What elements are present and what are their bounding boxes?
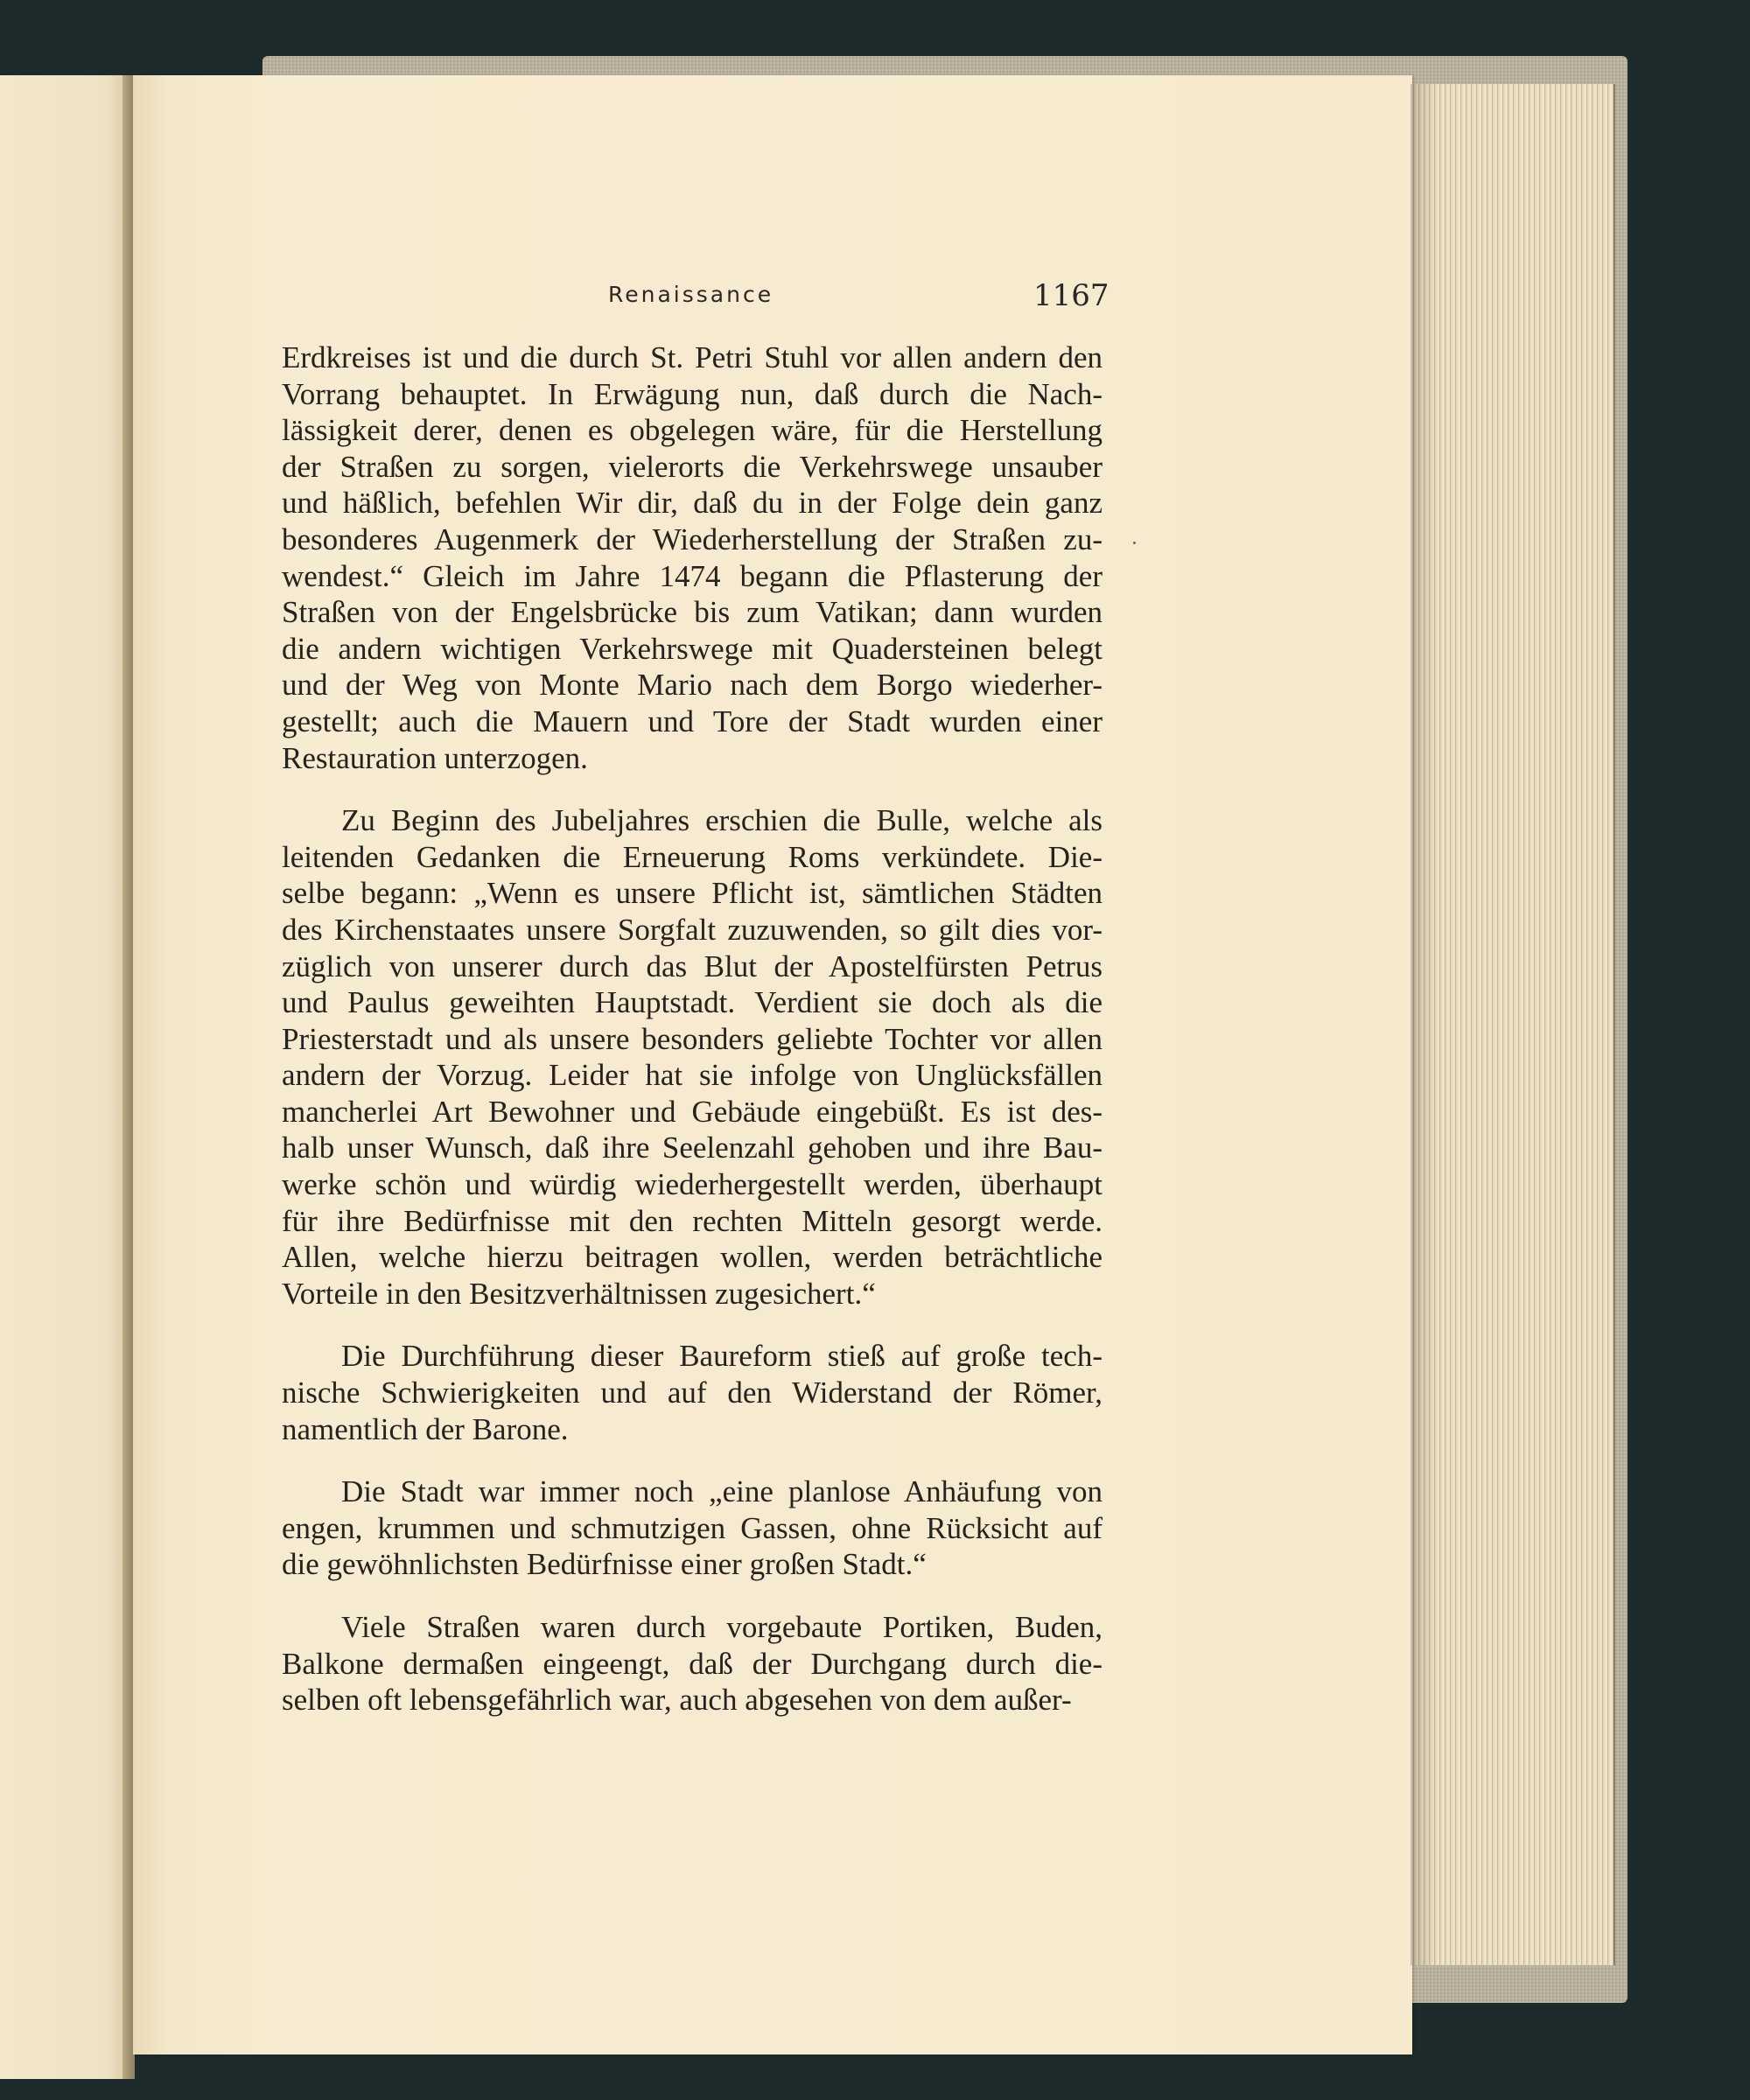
text-line: Allen, welche hierzu beitragen wollen, werden beträchtliche <box>282 1240 1102 1275</box>
text-line: Zu Beginn des Jubeljahres erschien die Bulle, welche als <box>341 803 1102 838</box>
paper-speck <box>1133 542 1136 544</box>
page-number: 1167 <box>1033 278 1110 313</box>
text-line: Viele Straßen waren durch vorgebaute Portiken, Buden, <box>341 1610 1102 1644</box>
text-line: Die Durchführung dieser Baureform stieß auf große tech- <box>341 1339 1102 1374</box>
text-line: Die Stadt war immer noch „eine planlose Anhäufung von <box>341 1474 1102 1509</box>
paragraph <box>282 340 1102 776</box>
text-line: gestellt; auch die Mauern und Tore der Stadt wurden einer <box>282 704 1102 738</box>
paragraph <box>282 1609 1102 1718</box>
text-line: mancherlei Art Bewohner und Gebäude eingebüßt. Es ist des- <box>282 1094 1102 1129</box>
text-line: Restauration unterzogen. <box>282 740 588 775</box>
text-line: andern der Vorzug. Leider hat sie infolge von Unglücksfällen <box>282 1058 1102 1093</box>
text-line: namentlich der Barone. <box>282 1411 569 1446</box>
text-line: werke schön und würdig wiederhergestellt werden, überhaupt <box>282 1167 1102 1202</box>
text-line: Erdkreises ist und die durch St. Petri Stuhl vor allen andern den <box>282 340 1102 374</box>
text-line: besonderes Augenmerk der Wiederherstellung der Straßen zu- <box>282 522 1102 556</box>
text-line: halb unser Wunsch, daß ihre Seelenzahl gehoben und ihre Bau- <box>282 1130 1102 1166</box>
text-line: und der Weg von Monte Mario nach dem Borgo wiederher- <box>282 668 1102 703</box>
text-line: engen, krummen und schmutzigen Gassen, ohne Rücksicht auf <box>282 1510 1102 1545</box>
page-edge-shadow <box>1410 84 1437 1965</box>
text-line: die gewöhnlichsten Bedürfnisse einer großen Stadt.“ <box>282 1547 927 1582</box>
previous-page <box>0 75 131 2079</box>
text-line: Straßen von der Engelsbrücke bis zum Vatikan; dann wurden <box>282 595 1102 630</box>
text-line: Vorrang behauptet. In Erwägung nun, daß durch die Nach- <box>282 376 1102 411</box>
text-line: und häßlich, befehlen Wir dir, daß du in der Folge dein ganz <box>282 486 1102 521</box>
text-line: nische Schwierigkeiten und auf den Widerstand der Römer, <box>282 1376 1102 1410</box>
paragraph <box>282 1338 1102 1447</box>
page-edges <box>1410 84 1615 1965</box>
paragraph-gap <box>282 776 1102 802</box>
paragraph-gap <box>282 1583 1102 1609</box>
text-line: selbe begann: „Wenn es unsere Pflicht ist, sämtlichen Städten <box>282 876 1102 911</box>
text-line: der Straßen zu sorgen, vielerorts die Verkehrswege unsauber <box>282 449 1102 484</box>
text-line: züglich von unserer durch das Blut der Apostelfürsten Petrus <box>282 948 1102 984</box>
paragraph <box>282 1474 1102 1583</box>
body-text <box>282 340 1102 1718</box>
text-line: und Paulus geweihten Hauptstadt. Verdient sie doch als die <box>282 985 1102 1020</box>
text-line: Vorteile in den Besitzverhältnissen zugesichert.“ <box>282 1276 876 1311</box>
text-line: leitenden Gedanken die Erneuerung Roms verkündete. Die- <box>282 839 1102 874</box>
text-line: Priesterstadt und als unsere besonders geliebte Tochter vor allen <box>282 1021 1102 1056</box>
text-line: selben oft lebensgefährlich war, auch abgesehen von dem außer- <box>282 1683 1072 1718</box>
paragraph-gap <box>282 1312 1102 1338</box>
paragraph-gap <box>282 1447 1102 1474</box>
text-line: die andern wichtigen Verkehrswege mit Quadersteinen belegt <box>282 631 1102 666</box>
paragraph <box>282 802 1102 1312</box>
running-head: Renaissance <box>608 282 774 307</box>
text-line: wendest.“ Gleich im Jahre 1474 begann die Pflasterung der <box>282 558 1102 593</box>
text-line: Balkone dermaßen eingeengt, daß der Durchgang durch die- <box>282 1646 1102 1681</box>
text-line: des Kirchenstaates unsere Sorgfalt zuzuwenden, so gilt dies vor- <box>282 912 1102 947</box>
text-line: lässigkeit derer, denen es obgelegen wäre, für die Herstellung <box>282 413 1102 448</box>
text-line: für ihre Bedürfnisse mit den rechten Mitteln gesorgt werde. <box>282 1203 1102 1238</box>
